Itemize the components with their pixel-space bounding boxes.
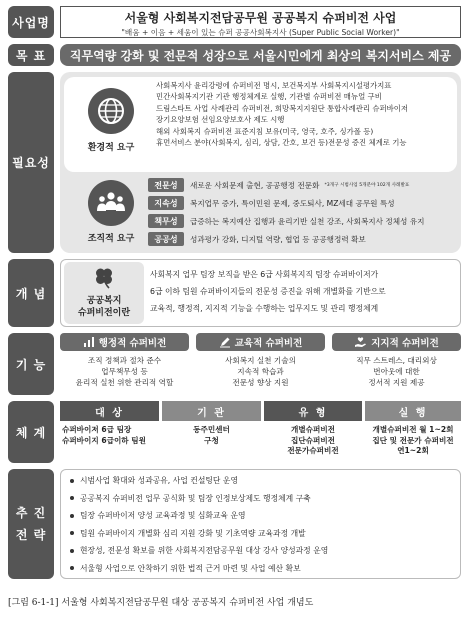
system-agency-body [162, 425, 261, 446]
bullet-icon [70, 531, 74, 535]
environment-line: 민간사회복지기관 기관 행정체계로 실행, 기관별 슈퍼비전 매뉴얼 구비 [156, 92, 382, 102]
function-edu-title: 교육적 슈퍼비전 [234, 338, 303, 349]
strategy-item-text: 팀장 슈퍼바이저 양성 교육과정 및 심화교육 운영 [80, 511, 246, 521]
tag-accountability: 책무성 [148, 214, 184, 228]
strategy-item [70, 507, 456, 525]
function-support-title: 지지적 슈퍼비전 [371, 338, 439, 349]
concept-line: 교육적, 행정적, 지지적 기능을 수행하는 업무지도 및 관리 행정체계 [150, 304, 379, 313]
strategy-item [70, 490, 456, 508]
function-line: 번아웃에 대한 [373, 367, 420, 376]
strategy-list [70, 472, 456, 577]
strategy-item-text: 시범사업 확대와 성과공유, 사업 컨설팅단 운영 [80, 476, 238, 486]
concept-label: 개 념 [8, 259, 54, 327]
system-label: 체 계 [8, 401, 54, 463]
system-agency-head: 기 관 [162, 401, 261, 421]
system-line: 연1~2회 [397, 446, 429, 455]
function-edu-head [196, 333, 325, 351]
concept-line: 6급 이하 팀원 슈퍼바이지들의 전문성 증진을 위해 개별화를 기반으로 [150, 287, 386, 296]
hand-heart-icon [354, 336, 367, 348]
org-row-main: 새로운 사회문제 출현, 공공행정 전문화 [190, 180, 320, 190]
system-line: 집단 및 전문가 슈퍼비전 [372, 435, 454, 445]
environment-title: 환경적 요구 [87, 143, 135, 153]
strategy-item-text: 현장성, 전문성 확보를 위한 사회복지전담공무원 대상 강사 양성과정 운영 [80, 546, 329, 556]
system-line: 슈퍼바이저 6급 팀장 [62, 425, 132, 434]
tag-publicness: 공공성 [148, 232, 184, 246]
environment-lines [156, 80, 456, 148]
strategy-item [70, 525, 456, 543]
system-line: 집단슈퍼비전 [290, 435, 335, 445]
concept-title-line: 슈퍼비전이란 [77, 308, 131, 318]
function-admin-head [60, 333, 189, 351]
bullet-icon [70, 496, 74, 500]
org-row-text: 성과평가 강화, 디지털 역량, 협업 등 공공행정력 확보 [190, 234, 366, 244]
tag-continuity: 지속성 [148, 196, 184, 210]
organization-title: 조직적 요구 [87, 234, 135, 244]
bullet-icon [70, 566, 74, 570]
project-subtitle: "배움 + 이음 + 세움이 있는 슈퍼 공공사회복지사 (Super Public Social Worker)" [121, 28, 400, 37]
project-name-label: 사업명 [8, 6, 54, 38]
function-support-body [332, 355, 461, 388]
strategy-item-text: 서울형 사업으로 안착하기 위한 법적 근거 마련 및 사업 예산 확보 [80, 563, 301, 573]
system-type-head: 유 형 [264, 401, 362, 421]
goal-text: 직무역량 강화 및 전문적 성장으로 서울시민에게 최상의 복지서비스 제공 [60, 44, 461, 66]
environment-line: 사회복지사 윤리강령에 슈퍼비전 명시, 보건복지부 사회복지시설평가지표 [156, 81, 392, 90]
system-line: 동주민센터 [193, 425, 230, 434]
strategy-item [70, 560, 456, 578]
system-line: 슈퍼바이지 6급이하 팀원 [62, 435, 146, 445]
function-support-head [332, 333, 461, 351]
function-line: 직무 스트레스, 대리외상 [356, 356, 437, 365]
system-line: 개별슈퍼비전 월 1~2회 [372, 425, 454, 434]
strategy-label [8, 469, 54, 579]
figure-caption: [그림 6-1-1] 서울형 사회복지전담공무원 대상 공공복지 슈퍼비전 사업 개념도 [8, 598, 314, 608]
environment-line: 휴먼서비스 분야(사회복지, 심리, 상담, 간호, 보건 등)전문성 증진 체계로 기능 [156, 138, 407, 148]
function-admin-title: 행정적 슈퍼비전 [98, 338, 167, 349]
strategy-label-line: 추 진 [15, 506, 47, 520]
strategy-label-line: 전 략 [15, 528, 47, 542]
strategy-item [70, 542, 456, 560]
concept-title-line: 공공복지 [86, 296, 122, 306]
org-row-text: 급증하는 복지예산 집행과 윤리기반 실천 강조, 사회복지사 정체성 유지 [190, 216, 425, 226]
globe-icon [88, 88, 134, 134]
chart-icon [83, 336, 95, 348]
goal-label: 목 표 [8, 44, 54, 66]
bullet-icon [70, 549, 74, 553]
function-line: 업무책무성 등 [101, 367, 148, 376]
bullet-icon [70, 479, 74, 483]
system-line: 전문가슈퍼비전 [287, 446, 339, 455]
function-line: 정서적 지원 제공 [368, 378, 425, 387]
function-admin-body [60, 355, 189, 388]
system-target-head: 대 상 [60, 401, 159, 421]
strategy-item-text: 공공복지 슈퍼비전 업무 공식화 및 팀장 인정보상제도 행정체계 구축 [80, 493, 311, 503]
system-target-body [62, 425, 161, 446]
environment-line: 드림스타트 사업 사례관리 슈퍼비전, 희망복지지원단 통합사례관리 슈퍼바이저 [156, 103, 409, 113]
system-line: 개별슈퍼비전 [290, 425, 335, 434]
system-line: 구청 [204, 435, 219, 445]
function-line: 윤리적 실천 위한 관리적 역할 [75, 378, 174, 387]
strategy-item [70, 472, 456, 490]
pencil-icon [219, 336, 231, 348]
org-row-text: 복지업무 증가, 특이민원 문제, 중도퇴사, MZ세대 공무원 특성 [190, 198, 395, 208]
environment-line: 해외 사회복지 슈퍼비전 표준지침 보유(미국, 영국, 호주, 싱가폴 등) [156, 126, 374, 136]
system-type-body [264, 425, 362, 457]
function-line: 조직 정책과 절차 준수 [87, 356, 162, 365]
environment-line: 장기요양보험 선임요양보호사 제도 시행 [156, 115, 285, 125]
tag-expertise: 전문성 [148, 178, 184, 192]
project-title: 서울형 사회복지전담공무원 공공복지 슈퍼비전 사업 [124, 11, 397, 25]
function-edu-body [196, 355, 325, 388]
function-line: 사회복지 실천 기술의 [225, 356, 296, 365]
concept-lines [150, 266, 458, 317]
strategy-item-text: 팀원 슈퍼바이지 개별화 심리 지원 강화 및 기초역량 교육과정 개발 [80, 528, 306, 538]
org-row-note: *3개구 시범사업 5개분야 102개 사례발표 [324, 183, 410, 188]
need-label: 필요성 [8, 72, 54, 253]
people-icon [88, 180, 134, 226]
function-line: 지속적 학습과 [237, 367, 284, 376]
bullet-icon [70, 514, 74, 518]
org-row-text [190, 178, 409, 192]
system-exec-head: 실 행 [365, 401, 461, 421]
function-label: 기 능 [8, 333, 54, 395]
clover-icon [92, 265, 116, 289]
system-exec-body [365, 425, 461, 457]
function-line: 전문성 향상 지원 [232, 378, 289, 387]
project-title-box [60, 6, 461, 38]
concept-line: 사회복지 업무 팀장 보직을 받은 6급 사회복지직 팀장 슈퍼바이저가 [150, 270, 379, 279]
